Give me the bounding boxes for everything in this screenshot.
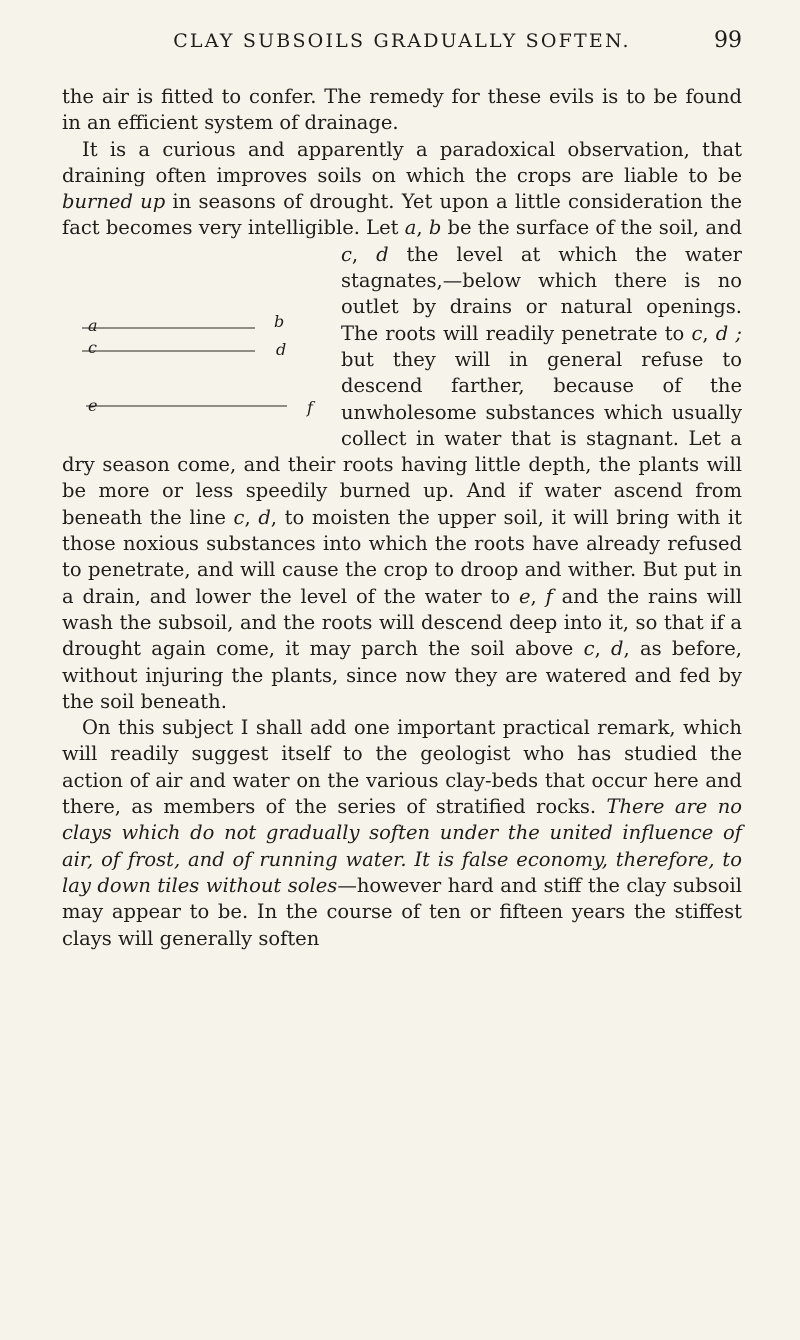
variable-d: d [611, 637, 624, 661]
diagram-label-e: e [88, 395, 98, 415]
emphasis-burned-up: burned up [62, 190, 166, 214]
variable-d: d [258, 505, 271, 529]
text-run: —however hard and stiff the clay subsoil may appear to be. In the course of ten or fifteen years the stiffest clays will generally soften [62, 873, 742, 950]
variable-f: f [545, 584, 553, 608]
diagram-label-a: a [88, 315, 98, 335]
paragraph-3 [62, 715, 742, 952]
text-run: be the surface of the soil, and [441, 216, 742, 240]
page-number: 99 [714, 28, 742, 53]
variable-c: c [691, 321, 703, 345]
page-header [62, 28, 742, 62]
text-run: in seasons of drought. Yet upon a little consideration the fact becomes very intelligible. Let [62, 190, 743, 240]
variable-d: d ; [715, 321, 742, 345]
text-run: and the rains will wash the subsoil, and the roots will descend deep into it, so that if a drought again come, it may parch the soil above [62, 584, 743, 661]
text-run: , [416, 216, 429, 240]
running-head: CLAY SUBSOILS GRADUALLY SOFTEN. [173, 30, 631, 52]
paragraph-1-text: the air is fitted to confer. The remedy for these evils is to be found in an efficient system of drainage. [62, 85, 742, 135]
text-run: the level at which the water stagnates,—below which there is no outlet by drains or natural openings. The roots will readily penetrate to [341, 242, 743, 345]
text-run: , [351, 242, 377, 266]
text-run: but they will in general refuse to descend farther, because of the unwholesome substances which usually collect in water that is stagnant. Let a dry season come, and their roots having little depth, the plants will be more or less speedily burned up. And if water ascend from beneath the line [62, 347, 742, 529]
diagram-label-c: c [88, 337, 97, 357]
variable-c: c [341, 242, 352, 266]
text-run: , [530, 584, 546, 608]
variable-d: d [376, 242, 389, 266]
diagram-label-b: b [274, 311, 285, 331]
variable-e: e [518, 584, 531, 608]
text-run: , [702, 321, 716, 345]
diagram-lines [62, 242, 327, 450]
text-run: , to moisten the upper soil, it will bring with it those noxious substances into which the roots have already refused to penetrate, and will cause the crop to droop and wither. But put in a drain, and lower the level of the water to [62, 505, 742, 608]
text-run: , as before, without injuring the plants, since now they are watered and fed by the soil beneath. [62, 637, 742, 713]
body-text [62, 84, 742, 952]
variable-b: b [428, 216, 442, 240]
text-run: On this subject I shall add one important practical remark, which will readily suggest itself to the geologist who has studied the action of air and water on the various clay-beds that occur here and there, as members of the series of stratified rocks. [62, 716, 742, 819]
text-run: , [244, 505, 259, 529]
paragraph-1 [62, 84, 742, 137]
soil-level-diagram [62, 242, 327, 450]
emphasis-clays-soften: There are no clays which do not gradually soften under the united influence of air, of frost, and of running water. It is false economy, therefore, to lay down tiles without soles [62, 795, 742, 897]
diagram-label-d: d [276, 339, 287, 359]
paragraph-2 [62, 137, 742, 716]
variable-c: c [233, 505, 245, 529]
variable-a: a [404, 216, 417, 240]
text-run: , [594, 637, 612, 661]
diagram-label-f: f [307, 397, 313, 417]
variable-c: c [583, 637, 595, 661]
text-run: It is a curious and apparently a paradoxical observation, that draining often improves soils on which the crops are liable to be [62, 137, 742, 187]
